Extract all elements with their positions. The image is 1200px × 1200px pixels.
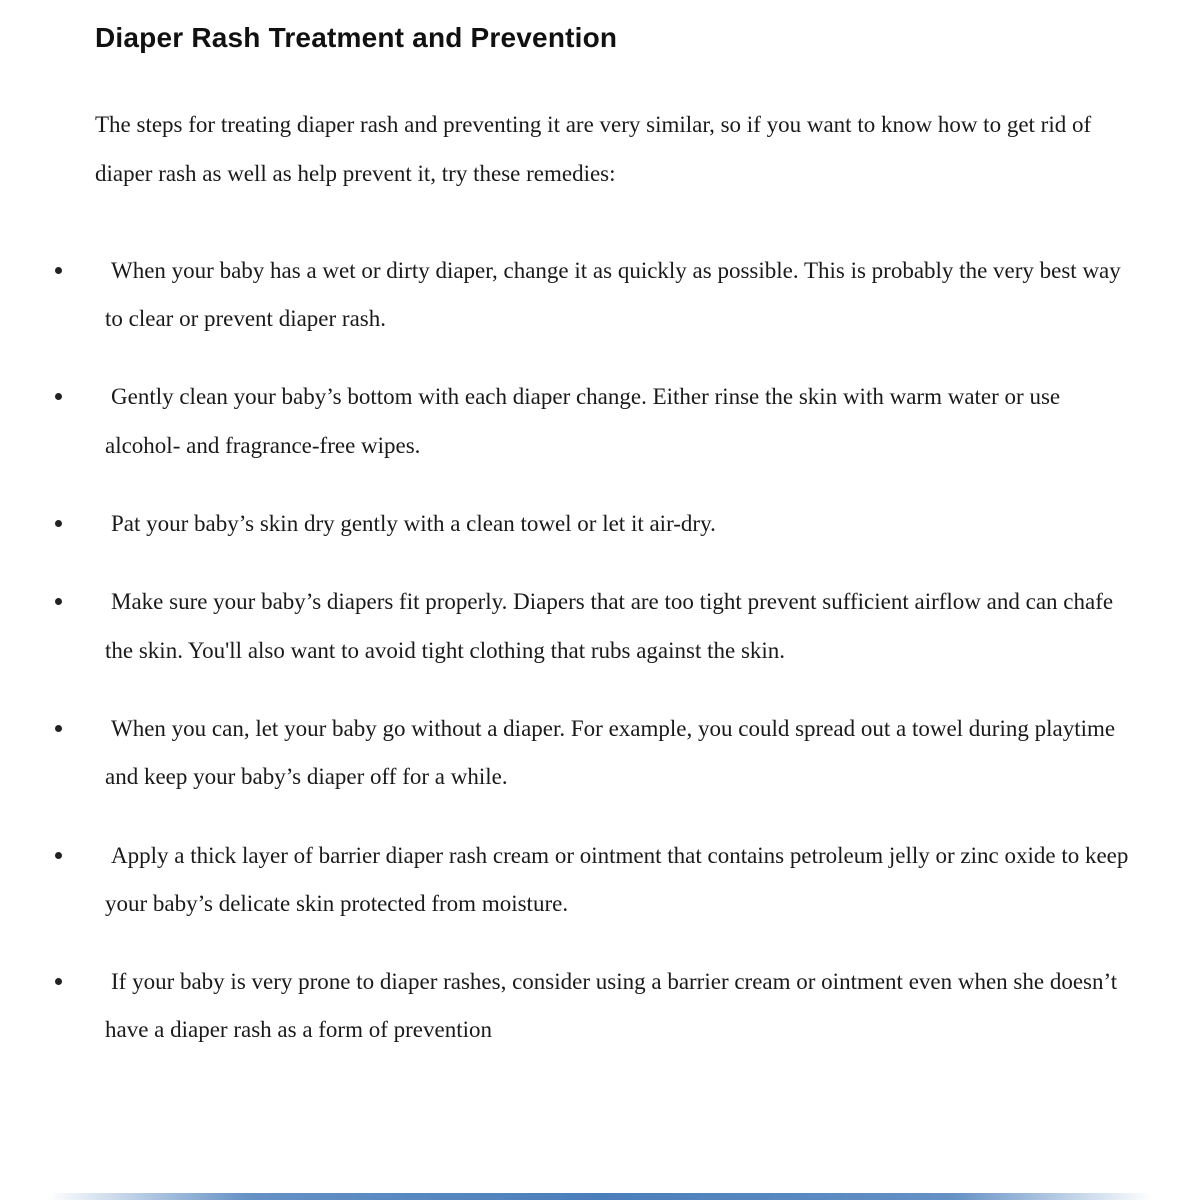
list-item-text: Apply a thick layer of barrier diaper rash cream or ointment that contains petroleum jelly or zinc oxide to keep your baby’s delicate skin protected from moisture. bbox=[105, 842, 1129, 916]
bullet-icon bbox=[55, 520, 62, 527]
bullet-icon bbox=[55, 267, 62, 274]
bullet-icon bbox=[55, 598, 62, 605]
list-item bbox=[95, 705, 1130, 802]
list-item-text: Pat your baby’s skin dry gently with a clean towel or let it air-dry. bbox=[111, 511, 716, 537]
bullet-icon bbox=[55, 852, 62, 859]
list-item bbox=[95, 958, 1130, 1055]
list-item bbox=[95, 373, 1130, 470]
bottom-accent-bar bbox=[48, 1193, 1152, 1200]
list-item-text: When you can, let your baby go without a diaper. For example, you could spread out a towel during playtime and keep your baby’s diaper off for a while. bbox=[105, 715, 1116, 790]
list-item bbox=[95, 832, 1130, 929]
list-item-text: Make sure your baby’s diapers fit properly. Diapers that are too tight prevent sufficient airflow and can chafe the skin. You'll also want to avoid tight clothing that rubs against the skin. bbox=[105, 589, 1114, 663]
bullet-icon bbox=[55, 978, 62, 985]
bullet-icon bbox=[55, 725, 62, 732]
bullet-icon bbox=[55, 393, 62, 400]
list-item-text: If your baby is very prone to diaper rashes, consider using a barrier cream or ointment even when she doesn’t have a diaper rash as a form of prevention bbox=[105, 969, 1118, 1043]
list-item bbox=[95, 578, 1130, 675]
list-item-text: Gently clean your baby’s bottom with each diaper change. Either rinse the skin with warm water or use alcohol- and fragrance-free wipes. bbox=[105, 384, 1061, 458]
list-item bbox=[95, 500, 1130, 548]
page-title: Diaper Rash Treatment and Prevention bbox=[95, 22, 618, 53]
remedies-list bbox=[95, 247, 1130, 1055]
list-item bbox=[95, 247, 1130, 344]
list-item-text: When your baby has a wet or dirty diaper, change it as quickly as possible. This is probably the very best way to clear or prevent diaper rash. bbox=[105, 257, 1121, 332]
intro-paragraph: The steps for treating diaper rash and preventing it are very similar, so if you want to know how to get rid of diaper rash as well as help prevent it, try these remedies: bbox=[95, 112, 1092, 187]
